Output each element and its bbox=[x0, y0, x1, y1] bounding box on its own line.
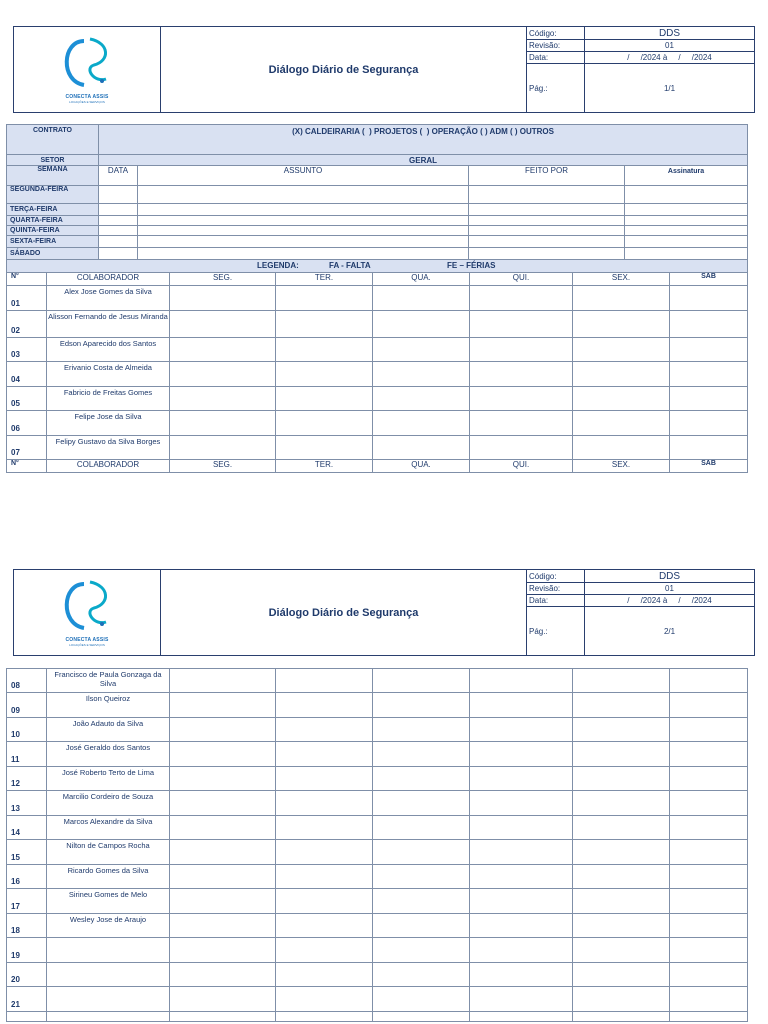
cell bbox=[469, 236, 625, 248]
row-number: 09 bbox=[7, 693, 47, 718]
day-quarta: QUARTA-FEIRA bbox=[7, 216, 99, 226]
attendance-cell[interactable] bbox=[276, 865, 373, 889]
attendance-cell[interactable] bbox=[670, 963, 748, 987]
attendance-cell[interactable] bbox=[170, 718, 276, 742]
collaborator-name: Wesley Jose de Araujo bbox=[47, 914, 170, 938]
attendance-cell[interactable] bbox=[170, 963, 276, 987]
attendance-cell[interactable] bbox=[170, 436, 276, 460]
attendance-cell[interactable] bbox=[670, 791, 748, 816]
attendance-cell[interactable] bbox=[170, 693, 276, 718]
collaborator-name: Fabricio de Freitas Gomes bbox=[47, 387, 170, 411]
row-number: 06 bbox=[7, 411, 47, 436]
collaborator-name: Marcos Alexandre da Silva bbox=[47, 816, 170, 840]
attendance-cell[interactable] bbox=[373, 1012, 470, 1022]
attendance-cell[interactable] bbox=[373, 767, 470, 791]
row-number: 13 bbox=[7, 791, 47, 816]
attendance-cell[interactable] bbox=[670, 987, 748, 1012]
col-sex: SEX. bbox=[573, 273, 670, 286]
day-sabado: SÁBADO bbox=[7, 248, 99, 260]
table-row bbox=[7, 865, 748, 889]
attendance-cell[interactable] bbox=[670, 742, 748, 767]
attendance-cell[interactable] bbox=[573, 840, 670, 865]
attendance-header-row bbox=[7, 273, 748, 286]
row-number: 15 bbox=[7, 840, 47, 865]
attendance-cell[interactable] bbox=[573, 693, 670, 718]
attendance-cell[interactable] bbox=[573, 767, 670, 791]
cell bbox=[469, 226, 625, 236]
attendance-cell[interactable] bbox=[573, 963, 670, 987]
collaborator-name: Ricardo Gomes da Silva bbox=[47, 865, 170, 889]
attendance-cell[interactable] bbox=[573, 669, 670, 693]
row-number bbox=[7, 1012, 47, 1022]
attendance-cell[interactable] bbox=[276, 987, 373, 1012]
data-value: / /2024 à / /2024 bbox=[585, 52, 755, 64]
logo-name: CONECTA ASSIS bbox=[65, 94, 109, 100]
attendance-cell[interactable] bbox=[573, 816, 670, 840]
attendance-cell[interactable] bbox=[373, 669, 470, 693]
attendance-cell[interactable] bbox=[470, 1012, 573, 1022]
table-row bbox=[7, 742, 748, 767]
data-label: Data: bbox=[527, 595, 585, 607]
table-row bbox=[7, 938, 748, 963]
attendance-cell[interactable] bbox=[470, 767, 573, 791]
attendance-cell[interactable] bbox=[373, 311, 470, 338]
attendance-cell[interactable] bbox=[470, 411, 573, 436]
collaborator-name: José Geraldo dos Santos bbox=[47, 742, 170, 767]
collaborator-name: João Adauto da Silva bbox=[47, 718, 170, 742]
attendance-cell[interactable] bbox=[276, 718, 373, 742]
attendance-cell[interactable] bbox=[170, 914, 276, 938]
codigo-label: Código: bbox=[527, 570, 585, 583]
attendance-cell[interactable] bbox=[373, 362, 470, 387]
row-number: 08 bbox=[7, 669, 47, 693]
row-number: 11 bbox=[7, 742, 47, 767]
col-ter: TER. bbox=[276, 273, 373, 286]
collaborator-name: Alex Jose Gomes da Silva bbox=[47, 286, 170, 311]
attendance-cell[interactable] bbox=[373, 865, 470, 889]
page1-header bbox=[13, 26, 755, 113]
codigo-value: DDS bbox=[585, 570, 755, 583]
attendance-cell[interactable] bbox=[470, 362, 573, 387]
day-sexta: SEXTA-FEIRA bbox=[7, 236, 99, 248]
attendance-cell[interactable] bbox=[276, 840, 373, 865]
attendance-cell[interactable] bbox=[670, 286, 748, 311]
col-feito-por: FEITO POR bbox=[469, 166, 625, 186]
attendance-cell[interactable] bbox=[573, 987, 670, 1012]
attendance-cell[interactable] bbox=[373, 286, 470, 311]
attendance-cell[interactable] bbox=[470, 963, 573, 987]
legenda-row bbox=[7, 260, 748, 273]
dds-form bbox=[6, 124, 748, 473]
cell bbox=[469, 248, 625, 260]
attendance-cell[interactable] bbox=[276, 742, 373, 767]
cell bbox=[138, 216, 469, 226]
col-sex: SEX. bbox=[573, 460, 670, 473]
cell bbox=[469, 186, 625, 204]
cell bbox=[625, 226, 748, 236]
col-ter: TER. bbox=[276, 460, 373, 473]
page-title: Diálogo Diário de Segurança bbox=[161, 27, 527, 113]
attendance-cell[interactable] bbox=[373, 718, 470, 742]
attendance-cell[interactable] bbox=[373, 791, 470, 816]
attendance-cell[interactable] bbox=[470, 865, 573, 889]
attendance-cell[interactable] bbox=[670, 889, 748, 914]
attendance-cell[interactable] bbox=[170, 311, 276, 338]
table-row bbox=[7, 362, 748, 387]
attendance-cell[interactable] bbox=[670, 816, 748, 840]
col-qua: QUA. bbox=[373, 460, 470, 473]
attendance-cell[interactable] bbox=[470, 791, 573, 816]
attendance-cell[interactable] bbox=[573, 742, 670, 767]
attendance-cell[interactable] bbox=[470, 669, 573, 693]
logo-tagline: LOCAÇÕES E SERVIÇOS bbox=[69, 100, 105, 104]
attendance-cell[interactable] bbox=[170, 286, 276, 311]
logo-mark-icon bbox=[14, 35, 161, 95]
cell bbox=[99, 226, 138, 236]
table-row bbox=[7, 411, 748, 436]
cell bbox=[625, 216, 748, 226]
cell bbox=[138, 204, 469, 216]
attendance-cell[interactable] bbox=[373, 840, 470, 865]
attendance-cell[interactable] bbox=[470, 938, 573, 963]
attendance-cell[interactable] bbox=[373, 889, 470, 914]
row-number: 04 bbox=[7, 362, 47, 387]
attendance-cell[interactable] bbox=[470, 816, 573, 840]
attendance-cell[interactable] bbox=[170, 338, 276, 362]
attendance-cell[interactable] bbox=[276, 669, 373, 693]
attendance-cell[interactable] bbox=[170, 987, 276, 1012]
collaborator-name: Felipe Jose da Silva bbox=[47, 411, 170, 436]
attendance-cell[interactable] bbox=[573, 338, 670, 362]
col-assinatura: Assinatura bbox=[625, 166, 748, 186]
col-colaborador: COLABORADOR bbox=[47, 273, 170, 286]
attendance-table bbox=[6, 272, 748, 473]
cell bbox=[138, 226, 469, 236]
table-row bbox=[7, 791, 748, 816]
row-number: 17 bbox=[7, 889, 47, 914]
attendance-cell[interactable] bbox=[470, 987, 573, 1012]
attendance-cell[interactable] bbox=[276, 362, 373, 387]
attendance-table bbox=[6, 668, 748, 1022]
attendance-cell[interactable] bbox=[276, 436, 373, 460]
legenda-fe: FE – FÉRIAS bbox=[447, 261, 496, 270]
revisao-label: Revisão: bbox=[527, 583, 585, 595]
attendance-cell[interactable] bbox=[373, 693, 470, 718]
cell bbox=[625, 248, 748, 260]
collaborator-name bbox=[47, 963, 170, 987]
col-qua: QUA. bbox=[373, 273, 470, 286]
day-quinta: QUINTA-FEIRA bbox=[7, 226, 99, 236]
row-number: 12 bbox=[7, 767, 47, 791]
attendance-cell[interactable] bbox=[373, 914, 470, 938]
attendance-cell[interactable] bbox=[573, 362, 670, 387]
pag-label: Pág.: bbox=[527, 607, 585, 656]
attendance-cell[interactable] bbox=[276, 791, 373, 816]
attendance-cell[interactable] bbox=[670, 938, 748, 963]
col-sab: SAB bbox=[670, 273, 748, 286]
cell bbox=[138, 186, 469, 204]
collaborator-name: Sirineu Gomes de Melo bbox=[47, 889, 170, 914]
company-logo bbox=[14, 27, 161, 113]
attendance-cell[interactable] bbox=[170, 889, 276, 914]
collaborator-name bbox=[47, 987, 170, 1012]
attendance-cell[interactable] bbox=[276, 387, 373, 411]
attendance-cell[interactable] bbox=[470, 840, 573, 865]
page-title: Diálogo Diário de Segurança bbox=[161, 570, 527, 656]
collaborator-name: José Roberto Terto de Lima bbox=[47, 767, 170, 791]
attendance-cell[interactable] bbox=[276, 311, 373, 338]
attendance-cell[interactable] bbox=[670, 669, 748, 693]
attendance-cell[interactable] bbox=[470, 387, 573, 411]
row-number: 10 bbox=[7, 718, 47, 742]
col-seg: SEG. bbox=[170, 460, 276, 473]
revisao-value: 01 bbox=[585, 583, 755, 595]
attendance-cell[interactable] bbox=[170, 362, 276, 387]
attendance-cell[interactable] bbox=[373, 963, 470, 987]
codigo-value: DDS bbox=[585, 27, 755, 40]
attendance-cell[interactable] bbox=[373, 816, 470, 840]
attendance-cell[interactable] bbox=[573, 865, 670, 889]
setor-value: GERAL bbox=[99, 155, 748, 166]
attendance-cell[interactable] bbox=[373, 436, 470, 460]
attendance-cell[interactable] bbox=[276, 938, 373, 963]
attendance-cell[interactable] bbox=[470, 693, 573, 718]
attendance-cell[interactable] bbox=[670, 411, 748, 436]
attendance-cell[interactable] bbox=[573, 286, 670, 311]
collaborator-name bbox=[47, 938, 170, 963]
attendance-cell[interactable] bbox=[276, 1012, 373, 1022]
cell bbox=[469, 216, 625, 226]
attendance-cell[interactable] bbox=[670, 718, 748, 742]
row-number: 03 bbox=[7, 338, 47, 362]
cell bbox=[625, 186, 748, 204]
attendance-cell[interactable] bbox=[470, 311, 573, 338]
attendance-cell[interactable] bbox=[373, 387, 470, 411]
row-number: 01 bbox=[7, 286, 47, 311]
col-sab: SAB bbox=[670, 460, 748, 473]
cell bbox=[469, 204, 625, 216]
collaborator-name: Erivanio Costa de Almeida bbox=[47, 362, 170, 387]
codigo-label: Código: bbox=[527, 27, 585, 40]
attendance-cell[interactable] bbox=[573, 889, 670, 914]
cell bbox=[625, 204, 748, 216]
attendance-cell[interactable] bbox=[670, 693, 748, 718]
attendance-cell[interactable] bbox=[670, 311, 748, 338]
semana-label: SEMANA bbox=[7, 166, 99, 186]
day-terca: TERÇA-FEIRA bbox=[7, 204, 99, 216]
attendance-cell[interactable] bbox=[573, 791, 670, 816]
table-row bbox=[7, 338, 748, 362]
table-row bbox=[7, 987, 748, 1012]
row-number: 05 bbox=[7, 387, 47, 411]
attendance-cell[interactable] bbox=[170, 742, 276, 767]
row-number: 20 bbox=[7, 963, 47, 987]
attendance-cell[interactable] bbox=[670, 914, 748, 938]
data-value: / /2024 à / /2024 bbox=[585, 595, 755, 607]
col-data: DATA bbox=[99, 166, 138, 186]
data-label: Data: bbox=[527, 52, 585, 64]
col-colaborador: COLABORADOR bbox=[47, 460, 170, 473]
pag-value: 1/1 bbox=[585, 64, 755, 113]
logo-tagline: LOCAÇÕES E SERVIÇOS bbox=[69, 643, 105, 647]
pag-value: 2/1 bbox=[585, 607, 755, 656]
attendance-cell[interactable] bbox=[670, 387, 748, 411]
attendance-cell[interactable] bbox=[276, 411, 373, 436]
attendance-cell[interactable] bbox=[470, 889, 573, 914]
table-row bbox=[7, 1012, 748, 1022]
pag-label: Pág.: bbox=[527, 64, 585, 113]
cell bbox=[625, 236, 748, 248]
attendance-cell[interactable] bbox=[470, 286, 573, 311]
table-row bbox=[7, 387, 748, 411]
attendance-cell[interactable] bbox=[170, 938, 276, 963]
revisao-value: 01 bbox=[585, 40, 755, 52]
attendance-cell[interactable] bbox=[670, 436, 748, 460]
cell bbox=[99, 204, 138, 216]
contrato-value: (X) CALDEIRARIA ( ) PROJETOS ( ) OPERAÇÃO ( ) ADM ( ) OUTROS bbox=[99, 125, 748, 155]
row-number: 02 bbox=[7, 311, 47, 338]
row-number: 16 bbox=[7, 865, 47, 889]
attendance-cell[interactable] bbox=[170, 387, 276, 411]
logo-name: CONECTA ASSIS bbox=[65, 637, 109, 643]
cell bbox=[99, 216, 138, 226]
attendance-cell[interactable] bbox=[573, 311, 670, 338]
attendance-cell[interactable] bbox=[170, 669, 276, 693]
attendance-cell[interactable] bbox=[670, 767, 748, 791]
attendance-cell[interactable] bbox=[276, 286, 373, 311]
col-num: N° bbox=[7, 273, 47, 286]
row-number: 14 bbox=[7, 816, 47, 840]
attendance-cell[interactable] bbox=[276, 338, 373, 362]
attendance-cell[interactable] bbox=[670, 865, 748, 889]
attendance-cell[interactable] bbox=[373, 338, 470, 362]
attendance-cell[interactable] bbox=[276, 914, 373, 938]
cell bbox=[138, 236, 469, 248]
attendance-cell[interactable] bbox=[573, 914, 670, 938]
attendance-cell[interactable] bbox=[573, 718, 670, 742]
attendance-cell[interactable] bbox=[276, 963, 373, 987]
attendance-cell[interactable] bbox=[573, 1012, 670, 1022]
attendance-cell[interactable] bbox=[573, 411, 670, 436]
attendance-cell[interactable] bbox=[670, 1012, 748, 1022]
revisao-label: Revisão: bbox=[527, 40, 585, 52]
attendance-cell[interactable] bbox=[573, 387, 670, 411]
attendance-cell[interactable] bbox=[276, 889, 373, 914]
attendance-cell[interactable] bbox=[470, 718, 573, 742]
attendance-cell[interactable] bbox=[170, 865, 276, 889]
cell bbox=[99, 236, 138, 248]
row-number: 19 bbox=[7, 938, 47, 963]
collaborator-name: Nilton de Campos Rocha bbox=[47, 840, 170, 865]
cell bbox=[99, 248, 138, 260]
logo-mark-icon bbox=[14, 578, 161, 638]
contrato-label: CONTRATO bbox=[7, 125, 99, 155]
attendance-cell[interactable] bbox=[276, 816, 373, 840]
collaborator-name bbox=[47, 1012, 170, 1022]
table-row bbox=[7, 889, 748, 914]
attendance-cell[interactable] bbox=[670, 338, 748, 362]
attendance-cell[interactable] bbox=[470, 742, 573, 767]
row-number: 21 bbox=[7, 987, 47, 1012]
cell bbox=[138, 248, 469, 260]
attendance-cell[interactable] bbox=[170, 767, 276, 791]
attendance-cell[interactable] bbox=[373, 987, 470, 1012]
table-row bbox=[7, 914, 748, 938]
company-logo bbox=[14, 570, 161, 656]
collaborator-name: Francisco de Paula Gonzaga da Silva bbox=[47, 669, 170, 693]
attendance-cell[interactable] bbox=[170, 1012, 276, 1022]
attendance-cell[interactable] bbox=[170, 816, 276, 840]
table-row bbox=[7, 436, 748, 460]
attendance-header-row bbox=[7, 460, 748, 473]
col-num: N° bbox=[7, 460, 47, 473]
attendance-cell[interactable] bbox=[276, 767, 373, 791]
attendance-cell[interactable] bbox=[373, 938, 470, 963]
attendance-cell[interactable] bbox=[470, 914, 573, 938]
attendance-cell[interactable] bbox=[170, 411, 276, 436]
attendance-cell[interactable] bbox=[276, 693, 373, 718]
collaborator-name: Felipy Gustavo da Silva Borges bbox=[47, 436, 170, 460]
collaborator-name: Ilson Queiroz bbox=[47, 693, 170, 718]
table-row bbox=[7, 286, 748, 311]
table-row bbox=[7, 767, 748, 791]
attendance-cell[interactable] bbox=[170, 840, 276, 865]
attendance-cell[interactable] bbox=[670, 362, 748, 387]
attendance-cell[interactable] bbox=[170, 791, 276, 816]
col-assunto: ASSUNTO bbox=[138, 166, 469, 186]
table-row bbox=[7, 963, 748, 987]
collaborator-name: Edson Aparecido dos Santos bbox=[47, 338, 170, 362]
row-number: 18 bbox=[7, 914, 47, 938]
attendance-cell[interactable] bbox=[573, 938, 670, 963]
table-row bbox=[7, 311, 748, 338]
col-qui: QUI. bbox=[470, 273, 573, 286]
collaborator-name: Alisson Fernando de Jesus Miranda bbox=[47, 311, 170, 338]
attendance-cell[interactable] bbox=[470, 436, 573, 460]
day-segunda: SEGUNDA-FEIRA bbox=[7, 186, 99, 204]
legenda-label: LEGENDA: bbox=[257, 261, 299, 270]
table-row bbox=[7, 840, 748, 865]
page2-header bbox=[13, 569, 755, 656]
attendance-cell[interactable] bbox=[373, 742, 470, 767]
table-row bbox=[7, 693, 748, 718]
attendance-cell[interactable] bbox=[470, 338, 573, 362]
row-number: 07 bbox=[7, 436, 47, 460]
attendance-continuation bbox=[6, 668, 748, 1022]
col-seg: SEG. bbox=[170, 273, 276, 286]
table-row bbox=[7, 816, 748, 840]
setor-label: SETOR bbox=[7, 155, 99, 166]
attendance-cell[interactable] bbox=[670, 840, 748, 865]
collaborator-name: Marcilio Cordeiro de Souza bbox=[47, 791, 170, 816]
cell bbox=[99, 186, 138, 204]
attendance-cell[interactable] bbox=[573, 436, 670, 460]
col-qui: QUI. bbox=[470, 460, 573, 473]
table-row bbox=[7, 669, 748, 693]
legenda-fa: FA - FALTA bbox=[329, 261, 371, 270]
attendance-cell[interactable] bbox=[373, 411, 470, 436]
table-row bbox=[7, 718, 748, 742]
